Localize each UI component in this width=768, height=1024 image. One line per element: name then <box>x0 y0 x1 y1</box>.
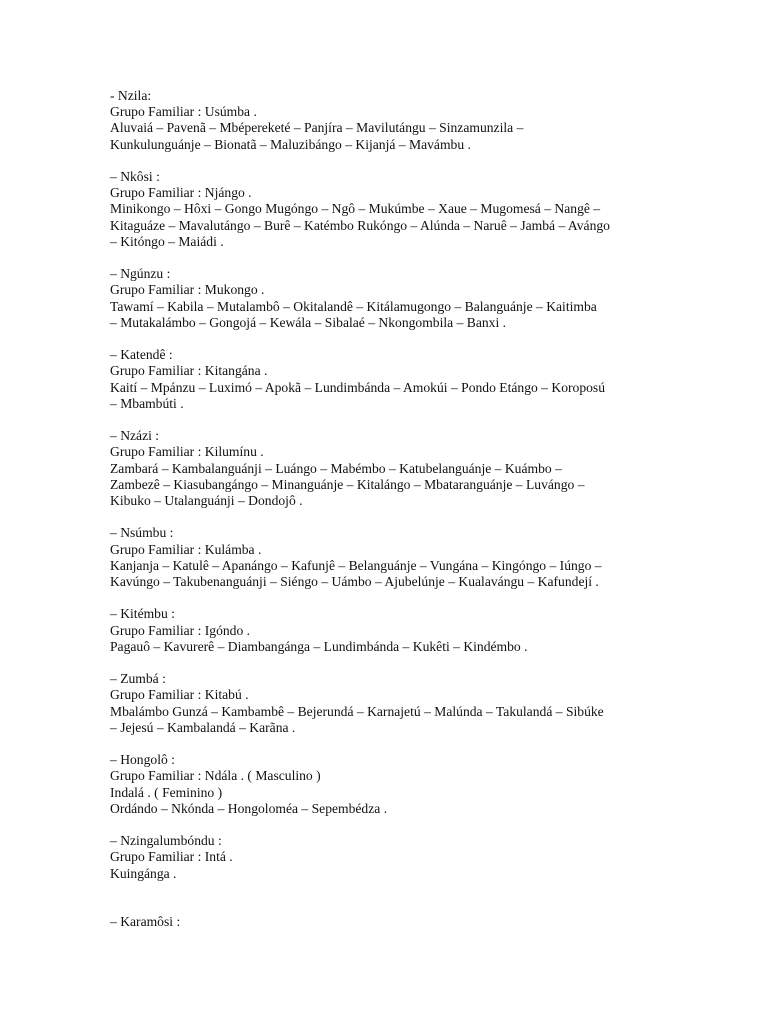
text-line: Grupo Familiar : Kitangána . <box>110 363 268 379</box>
text-line: – Kitóngo – Maiádi . <box>110 233 224 249</box>
section-nkosi <box>110 169 670 250</box>
text-line: Grupo Familiar : Ndála . ( Masculino ) <box>110 768 321 784</box>
section-heading: – Nkôsi : <box>110 169 160 184</box>
section-katende <box>110 347 670 412</box>
section-nzingalumbondu <box>110 833 670 882</box>
document-page <box>110 88 670 947</box>
text-line: Indalá . ( Feminino ) <box>110 784 223 800</box>
text-line: Minikongo – Hôxi – Gongo Mugóngo – Ngô – Mukúmbe – Xaue – Mugomesá – Nangê – <box>110 201 601 217</box>
text-line: Grupo Familiar : Intá . <box>110 849 233 865</box>
section-nzazi <box>110 428 670 509</box>
text-line: Grupo Familiar : Kulámba . <box>110 541 262 557</box>
text-line: Aluvaiá – Pavenã – Mbépereketé – Panjíra – Mavilutángu – Sinzamunzila – <box>110 120 524 136</box>
text-line: Zambará – Kambalanguánji – Luángo – Mabémbo – Katubelanguánje – Kuámbo – <box>110 460 562 476</box>
section-heading: – Hongolô : <box>110 752 175 768</box>
text-line: Kavúngo – Takubenanguánji – Siéngo – Uámbo – Ajubelúnje – Kualavángu – Kafundejí . <box>110 574 599 590</box>
section-heading: - Nzila: <box>110 88 152 103</box>
text-line: Grupo Familiar : Mukongo . <box>110 282 265 298</box>
text-line: Mbalámbo Gunzá – Kambambê – Bejerundá – Karnajetú – Malúnda – Takulandá – Sibúke <box>110 703 604 719</box>
section-heading: – Karamôsi : <box>110 914 181 930</box>
section-zumba <box>110 671 670 736</box>
section-nsumbu <box>110 525 670 590</box>
text-line: Ordándo – Nkónda – Hongoloméa – Sepembédza . <box>110 800 388 816</box>
text-line: Kaití – Mpánzu – Luximó – Apokã – Lundimbánda – Amokúi – Pondo Etángo – Koroposú <box>110 379 605 395</box>
text-line: Kanjanja – Katulê – Apanángo – Kafunjê – Belanguánje – Vungána – Kingóngo – Iúngo – <box>110 557 602 573</box>
text-line: Pagauô – Kavurerê – Diambangánga – Lundimbánda – Kukêti – Kindémbo . <box>110 638 528 654</box>
section-nzila <box>110 88 670 153</box>
text-line: Grupo Familiar : Njángo . <box>110 185 252 201</box>
section-hongolo <box>110 752 670 817</box>
text-line: Kuingánga . <box>110 865 177 881</box>
text-line: Kibuko – Utalanguánji – Dondojô . <box>110 493 303 509</box>
text-line: Grupo Familiar : Igóndo . <box>110 622 251 638</box>
section-heading: – Ngúnzu : <box>110 266 171 282</box>
text-line: Zambezê – Kiasubangángo – Minanguánje – Kitalángo – Mbataranguánje – Luvángo – <box>110 476 585 492</box>
text-line: – Mbambúti . <box>110 395 184 411</box>
section-heading: – Kitémbu : <box>110 606 175 622</box>
section-heading: – Katendê : <box>110 347 173 363</box>
text-line: Grupo Familiar : Kitabú . <box>110 687 249 703</box>
section-heading: – Nsúmbu : <box>110 525 174 541</box>
text-line: Kitaguáze – Mavalutángo – Burê – Katémbo Rukóngo – Alúnda – Naruê – Jambá – Avángo <box>110 217 610 233</box>
text-line: – Jejesú – Kambalandá – Karãna . <box>110 719 296 735</box>
text-line: Grupo Familiar : Usúmba . <box>110 104 257 120</box>
text-line: Kunkulunguánje – Bionatã – Maluzibángo – Kijanjá – Mavámbu . <box>110 136 471 152</box>
section-heading: – Zumbá : <box>110 671 166 687</box>
section-karamosi <box>110 914 670 930</box>
text-line: Grupo Familiar : Kilumínu . <box>110 444 264 460</box>
section-heading: – Nzázi : <box>110 428 160 444</box>
section-heading: – Nzingalumbóndu : <box>110 833 222 849</box>
text-line: Tawamí – Kabila – Mutalambô – Okitalandê – Kitálamugongo – Balanguánje – Kaitimba <box>110 298 597 314</box>
section-kitembu <box>110 606 670 655</box>
text-line: – Mutakalámbo – Gongojá – Kewála – Sibalaé – Nkongombila – Banxi . <box>110 314 507 330</box>
section-ngunzu <box>110 266 670 331</box>
